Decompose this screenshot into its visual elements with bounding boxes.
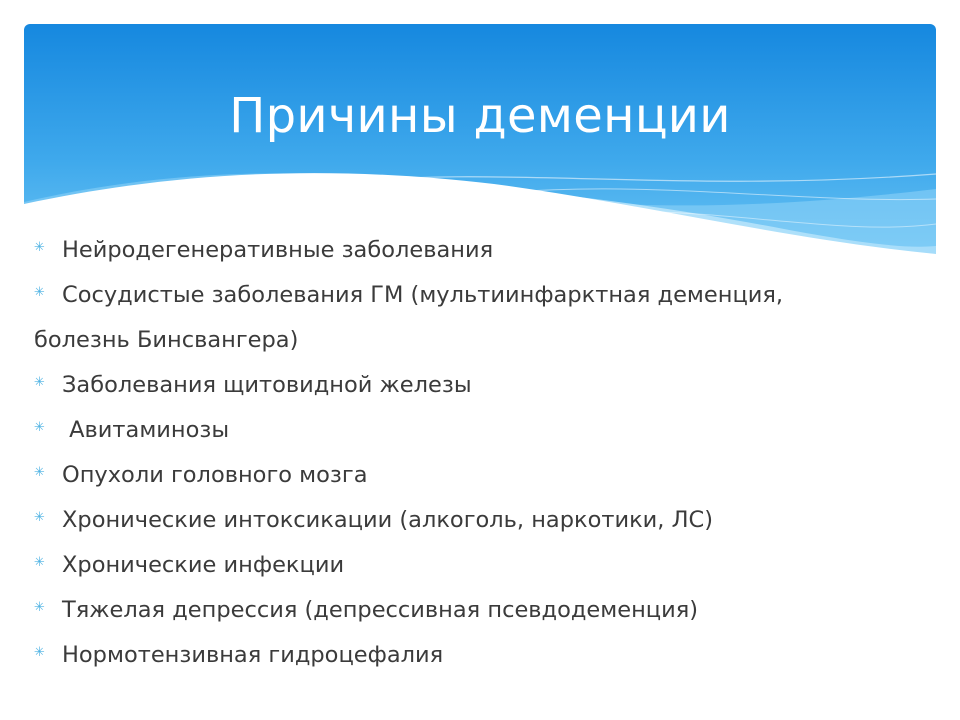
list-item [34,633,924,678]
list-item-text: Опухоли головного мозга [62,462,368,488]
list-item-text: Сосудистые заболевания ГМ (мультиинфарктная деменция, [62,282,784,308]
list-item [34,498,924,543]
bullet-list [34,228,924,678]
asterisk-bullet-icon: ✳ [34,420,45,435]
asterisk-bullet-icon: ✳ [34,375,45,390]
list-item [34,453,924,498]
asterisk-bullet-icon: ✳ [34,645,45,660]
list-item-text: Хронические интоксикации (алкоголь, наркотики, ЛС) [62,507,714,533]
list-item-text: Тяжелая депрессия (депрессивная псевдодеменция) [62,597,699,623]
list-item [34,273,924,363]
list-item [34,363,924,408]
list-item [34,228,924,273]
slide-title: Причины деменции [229,88,731,144]
asterisk-bullet-icon: ✳ [34,600,45,615]
list-item-text: Нейродегенеративные заболевания [62,237,494,263]
list-item-text: Авитаминозы [62,417,230,443]
list-item-continuation: болезнь Бинсвангера) [34,327,299,353]
asterisk-bullet-icon: ✳ [34,510,45,525]
asterisk-bullet-icon: ✳ [34,465,45,480]
list-item [34,543,924,588]
list-item [34,408,924,453]
list-item [34,588,924,633]
list-item-text: Нормотензивная гидроцефалия [62,642,444,668]
list-item-text: Хронические инфекции [62,552,345,578]
asterisk-bullet-icon: ✳ [34,240,45,255]
list-item-text: Заболевания щитовидной железы [62,372,472,398]
asterisk-bullet-icon: ✳ [34,285,45,300]
asterisk-bullet-icon: ✳ [34,555,45,570]
